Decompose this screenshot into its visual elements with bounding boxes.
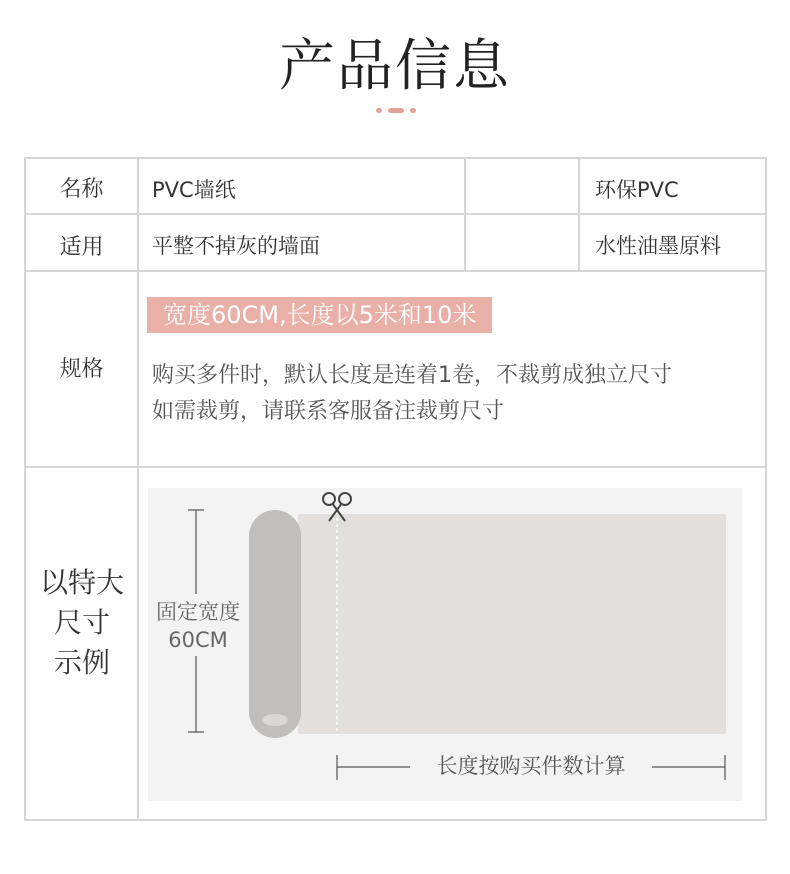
wallpaper-roll xyxy=(249,510,301,738)
row-label-spec: 规格 xyxy=(59,357,104,382)
page-title: 产品信息 xyxy=(279,34,511,99)
product-name: PVC墙纸 xyxy=(152,178,236,202)
ink-type: 水性油墨原料 xyxy=(595,234,721,258)
row-label-example-1: 以特大 xyxy=(39,566,124,599)
size-badge: 宽度60CM,长度以5米和10米 xyxy=(147,297,492,333)
scissors-icon xyxy=(320,490,354,524)
length-label: 长度按购买件数计算 xyxy=(436,754,626,778)
width-value: 60CM xyxy=(168,628,228,652)
spec-note-line2: 如需裁剪，请联系客服备注裁剪尺寸 xyxy=(152,399,505,424)
usage-surface: 平整不掉灰的墙面 xyxy=(152,234,320,258)
row-divider xyxy=(24,466,767,468)
spec-note-line1: 购买多件时，默认长度是连着1卷，不裁剪成独立尺寸 xyxy=(152,363,672,388)
col-divider xyxy=(137,157,139,821)
row-label-usage: 适用 xyxy=(59,235,104,260)
col-divider xyxy=(578,157,580,272)
row-label-example-2: 尺寸 xyxy=(53,606,110,639)
roll-end xyxy=(262,714,288,726)
wallpaper-sheet xyxy=(298,514,726,734)
size-diagram xyxy=(148,488,742,801)
col-divider xyxy=(464,157,466,272)
width-label: 固定宽度 xyxy=(156,600,240,624)
title-divider xyxy=(376,108,416,114)
product-material: 环保PVC xyxy=(595,178,679,202)
row-label-example-3: 示例 xyxy=(53,646,110,679)
row-divider xyxy=(24,270,767,272)
row-divider xyxy=(24,213,767,215)
row-label-name: 名称 xyxy=(59,177,104,202)
